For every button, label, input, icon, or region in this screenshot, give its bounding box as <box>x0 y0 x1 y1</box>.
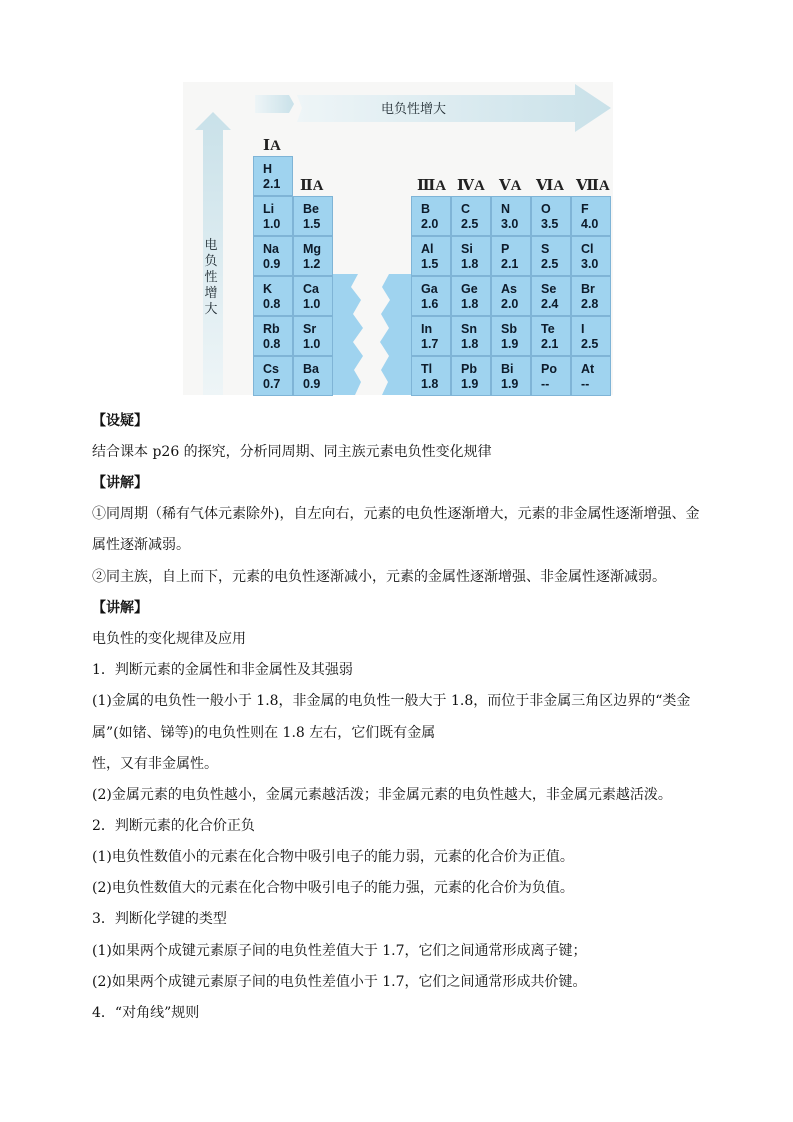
element-cell-N <box>491 196 531 236</box>
element-value: 1.0 <box>303 297 321 311</box>
element-symbol: O <box>541 202 551 216</box>
element-symbol: I <box>581 322 585 336</box>
element-value: 1.8 <box>461 297 479 311</box>
electronegativity-table-figure <box>183 82 613 395</box>
element-cell-Cs <box>253 356 293 396</box>
element-symbol: In <box>421 322 433 336</box>
element-symbol: C <box>461 202 471 216</box>
element-symbol: Sb <box>501 322 517 336</box>
element-cell-Br <box>571 276 611 316</box>
paragraph-line: (2)如果两个成键元素原子间的电负性差值小于 1.7，它们之间通常形成共价键。 <box>92 974 587 990</box>
element-cell-Po <box>531 356 571 396</box>
element-symbol: Ba <box>303 362 319 376</box>
element-value: 1.0 <box>303 337 321 351</box>
element-symbol: Bi <box>501 362 514 376</box>
element-cell-H <box>253 156 293 196</box>
element-value: 4.0 <box>581 217 599 231</box>
element-cell-Ba <box>293 356 333 396</box>
group-header-VIA: ⅥA <box>536 178 565 194</box>
arrow-horizontal-stub <box>255 95 294 113</box>
element-value: 2.0 <box>421 217 439 231</box>
section-heading-explain: 【讲解】 <box>92 475 148 491</box>
paragraph-line: (1)如果两个成键元素原子间的电负性差值大于 1.7，它们之间通常形成离子键； <box>92 943 587 959</box>
element-cell-O <box>531 196 571 236</box>
element-symbol: Sr <box>303 322 317 336</box>
element-value: 1.2 <box>303 257 321 271</box>
element-value: 2.5 <box>541 257 559 271</box>
group-header-IVA: ⅣA <box>457 178 485 194</box>
element-symbol: F <box>581 202 589 216</box>
element-symbol: Cl <box>581 242 594 256</box>
element-symbol: Al <box>421 242 434 256</box>
element-cell-Ge <box>451 276 491 316</box>
element-symbol: Mg <box>303 242 322 256</box>
element-cell-C <box>451 196 491 236</box>
paragraph-line: (2)电负性数值大的元素在化合物中吸引电子的能力强，元素的化合价为负值。 <box>92 880 574 896</box>
element-cell-P <box>491 236 531 276</box>
section-heading-question: 【设疑】 <box>92 413 148 429</box>
element-cell-Rb <box>253 316 293 356</box>
element-value: 2.1 <box>501 257 519 271</box>
paragraph-line: 属”(如锗、锑等)的电负性则在 1.8 左右，它们既有金属 <box>92 725 436 741</box>
paragraph-line: ②同主族，自上而下，元素的电负性逐渐减小，元素的金属性逐渐增强、非金属性逐渐减弱。 <box>92 569 666 585</box>
element-symbol: Li <box>263 202 275 216</box>
element-cell-Al <box>411 236 451 276</box>
element-cell-Li <box>253 196 293 236</box>
paragraph-line: ①同周期（稀有气体元素除外)，自左向右，元素的电负性逐渐增大，元素的非金属性逐渐增强、金 <box>92 506 700 522</box>
element-value: 2.1 <box>263 177 281 191</box>
paragraph-line: (1)电负性数值小的元素在化合物中吸引电子的能力弱，元素的化合价为正值。 <box>92 849 574 865</box>
element-cell-B <box>411 196 451 236</box>
element-cell-Sr <box>293 316 333 356</box>
element-value: 3.5 <box>541 217 559 231</box>
paragraph-line: 4．“对角线”规则 <box>92 1005 200 1021</box>
element-symbol: At <box>581 362 595 376</box>
element-value: 2.8 <box>581 297 599 311</box>
paragraph-line: 3．判断化学键的类型 <box>92 911 227 927</box>
element-value: 1.9 <box>501 337 519 351</box>
element-cell-Sn <box>451 316 491 356</box>
arrow-vertical-label: 电负性增大 <box>204 238 218 317</box>
paragraph-line: 电负性的变化规律及应用 <box>92 631 246 647</box>
element-value: 1.8 <box>461 257 479 271</box>
element-value: 2.4 <box>541 297 559 311</box>
element-cell-Bi <box>491 356 531 396</box>
element-value: 3.0 <box>581 257 599 271</box>
element-value: 3.0 <box>501 217 519 231</box>
group-header-IIA: ⅡA <box>300 178 324 194</box>
element-cell-As <box>491 276 531 316</box>
element-symbol: B <box>421 202 431 216</box>
element-value: 0.9 <box>263 257 281 271</box>
element-cell-In <box>411 316 451 356</box>
element-symbol: Tl <box>421 362 433 376</box>
element-value: 1.8 <box>461 337 479 351</box>
element-cell-Ga <box>411 276 451 316</box>
group-header-IIIA: ⅢA <box>417 178 447 194</box>
element-symbol: Po <box>541 362 557 376</box>
element-value: 2.0 <box>501 297 519 311</box>
element-cell-Mg <box>293 236 333 276</box>
element-cell-I <box>571 316 611 356</box>
element-symbol: As <box>501 282 517 296</box>
element-value: 1.9 <box>501 377 519 391</box>
element-value: 1.7 <box>421 337 439 351</box>
element-symbol: K <box>263 282 273 296</box>
element-symbol: N <box>501 202 511 216</box>
paragraph-line: (2)金属元素的电负性越小，金属元素越活泼；非金属元素的电负性越大，非金属元素越活泼。 <box>92 787 672 803</box>
element-symbol: Na <box>263 242 279 256</box>
element-value: 1.5 <box>303 217 321 231</box>
element-value: 1.5 <box>421 257 439 271</box>
element-cell-At <box>571 356 611 396</box>
table-gap-band-right <box>380 274 411 395</box>
group-header-VA: ⅤA <box>499 178 522 194</box>
element-symbol: Te <box>541 322 555 336</box>
element-symbol: Ga <box>421 282 438 296</box>
element-symbol: Si <box>461 242 473 256</box>
element-cell-Se <box>531 276 571 316</box>
element-value: 1.9 <box>461 377 479 391</box>
paragraph-line: 1．判断元素的金属性和非金属性及其强弱 <box>92 662 353 678</box>
group-header-IA: ⅠA <box>263 138 281 154</box>
element-symbol: H <box>263 162 273 176</box>
element-symbol: Ca <box>303 282 319 296</box>
element-value: 0.9 <box>303 377 321 391</box>
element-cell-K <box>253 276 293 316</box>
element-symbol: S <box>541 242 550 256</box>
element-value: 2.5 <box>461 217 479 231</box>
element-cell-Pb <box>451 356 491 396</box>
table-gap-band <box>333 274 363 395</box>
element-cell-F <box>571 196 611 236</box>
paragraph-line: 属性逐渐减弱。 <box>92 537 190 553</box>
paragraph-line: 性，又有非金属性。 <box>92 756 218 772</box>
element-symbol: Ge <box>461 282 478 296</box>
element-cell-Tl <box>411 356 451 396</box>
element-cell-Te <box>531 316 571 356</box>
element-cell-Na <box>253 236 293 276</box>
element-cell-Cl <box>571 236 611 276</box>
paragraph-line: 结合课本 p26 的探究，分析同周期、同主族元素电负性变化规律 <box>92 444 492 460</box>
element-cell-Ca <box>293 276 333 316</box>
element-cell-S <box>531 236 571 276</box>
element-cell-Be <box>293 196 333 236</box>
element-value: 2.1 <box>541 337 559 351</box>
element-value: 1.8 <box>421 377 439 391</box>
element-symbol: Rb <box>263 322 280 336</box>
element-value: 2.5 <box>581 337 599 351</box>
element-value: -- <box>541 377 550 391</box>
section-heading-explain: 【讲解】 <box>92 600 148 616</box>
element-value: -- <box>581 377 590 391</box>
element-symbol: Cs <box>263 362 279 376</box>
element-symbol: Pb <box>461 362 477 376</box>
element-value: 1.6 <box>421 297 439 311</box>
element-value: 0.8 <box>263 337 281 351</box>
element-symbol: Se <box>541 282 557 296</box>
element-symbol: Br <box>581 282 595 296</box>
element-value: 0.7 <box>263 377 281 391</box>
element-symbol: P <box>501 242 510 256</box>
paragraph-line: 2．判断元素的化合价正负 <box>92 818 255 834</box>
element-symbol: Sn <box>461 322 477 336</box>
element-cell-Sb <box>491 316 531 356</box>
group-header-VIIA: ⅦA <box>576 178 610 194</box>
element-value: 1.0 <box>263 217 281 231</box>
element-value: 0.8 <box>263 297 281 311</box>
arrow-horizontal <box>297 84 611 132</box>
paragraph-line: (1)金属的电负性一般小于 1.8，非金属的电负性一般大于 1.8，而位于非金属三角区边界的“类金 <box>92 693 691 709</box>
element-cell-Si <box>451 236 491 276</box>
arrow-horizontal-label: 电负性增大 <box>381 102 447 117</box>
element-symbol: Be <box>303 202 319 216</box>
